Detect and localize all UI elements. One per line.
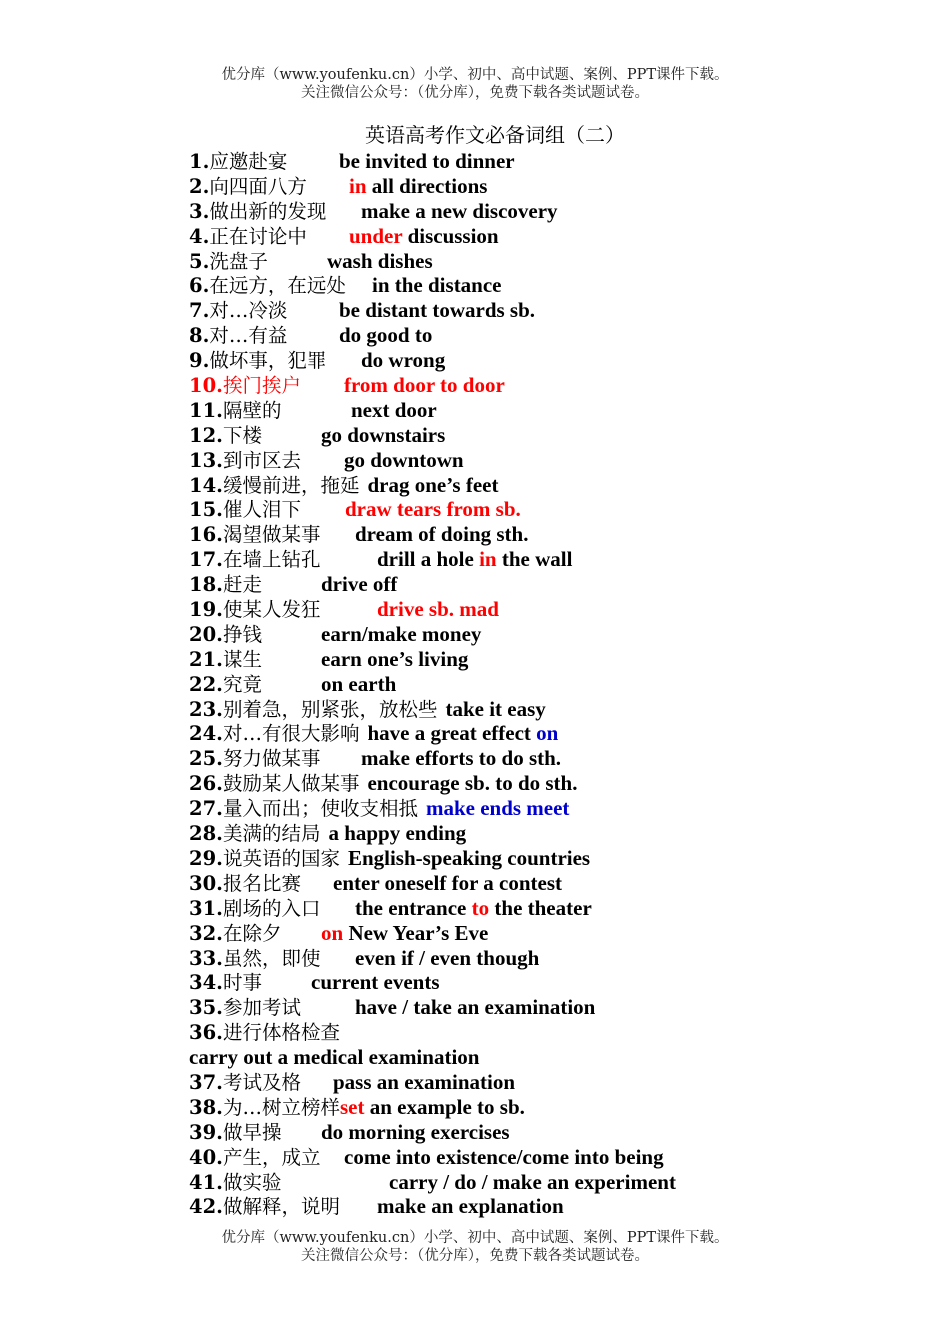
list-item — [189, 497, 929, 522]
english-phrase — [345, 497, 521, 521]
chinese-phrase: 正在讨论中 — [209, 224, 307, 248]
english-phrase — [321, 647, 468, 671]
chinese-phrase: 对…有很大影响 — [222, 722, 360, 746]
page-footer — [0, 1229, 950, 1265]
chinese-phrase: 在远方，在远处 — [209, 274, 346, 298]
english-phrase — [311, 970, 440, 994]
chinese-phrase: 鼓励某人做某事 — [222, 772, 360, 796]
item-number: 2. — [189, 174, 210, 198]
list-item — [189, 273, 929, 298]
english-phrase — [339, 323, 432, 347]
chinese-phrase: 缓慢前进，拖延 — [222, 473, 360, 497]
page-header — [0, 66, 950, 102]
item-number: 10. — [189, 374, 223, 398]
list-item — [189, 721, 929, 746]
english-text: New Year’s Eve — [343, 920, 489, 945]
english-phrase — [344, 448, 464, 472]
item-number: 30. — [189, 871, 223, 895]
english-phrase — [344, 373, 505, 397]
english-phrase — [445, 697, 545, 721]
english-text: be distant towards sb. — [339, 298, 536, 323]
list-item — [189, 896, 929, 921]
chinese-phrase: 到市区去 — [222, 448, 301, 472]
english-phrase — [321, 622, 481, 646]
english-phrase — [355, 946, 539, 970]
english-phrase — [348, 846, 590, 870]
list-item — [189, 398, 929, 423]
list-item — [189, 522, 929, 547]
english-text: drill a hole — [377, 547, 480, 572]
list-item — [189, 846, 929, 871]
chinese-phrase: 美满的结局 — [222, 822, 321, 846]
english-phrase — [355, 995, 595, 1019]
item-number: 34. — [189, 971, 223, 995]
list-item — [189, 547, 929, 572]
english-text: make an explanation — [377, 1194, 564, 1219]
list-item — [189, 298, 929, 323]
highlighted-word: on — [536, 721, 559, 746]
list-item — [189, 323, 929, 348]
chinese-phrase: 使某人发狂 — [222, 598, 321, 622]
english-text: drive off — [321, 572, 398, 597]
english-text: enter oneself for a contest — [333, 870, 562, 895]
item-number: 4. — [189, 224, 210, 248]
item-number: 27. — [189, 797, 223, 821]
phrase-list — [189, 149, 929, 1219]
page-title: 英语高考作文必备词组（二） — [365, 123, 625, 147]
list-item — [189, 821, 929, 846]
list-item — [189, 348, 929, 373]
chinese-phrase: 谋生 — [222, 647, 262, 671]
list-item — [189, 572, 929, 597]
item-number: 24. — [189, 722, 223, 746]
list-item — [189, 970, 929, 995]
highlighted-word: s — [501, 1119, 510, 1144]
list-item — [189, 199, 929, 224]
list-item — [189, 1170, 929, 1195]
english-phrase — [355, 522, 528, 546]
english-phrase — [321, 921, 488, 945]
english-text: earn one’s living — [321, 646, 469, 671]
list-item — [189, 672, 929, 697]
item-number: 35. — [189, 996, 223, 1020]
english-text: from door to door — [344, 373, 505, 398]
list-item — [189, 921, 929, 946]
english-text: even if / even though — [355, 945, 540, 970]
english-text: make efforts to do sth. — [361, 746, 562, 771]
english-text: make a new discovery — [361, 198, 558, 223]
english-phrase — [361, 199, 558, 223]
english-phrase — [321, 1120, 510, 1144]
english-text: carry out a medical examination — [189, 1045, 480, 1070]
item-number: 17. — [189, 548, 223, 572]
english-text: go downtown — [344, 447, 464, 472]
list-item — [189, 224, 929, 249]
footer-line-1: 优分库（www.youfenku.cn）小学、初中、高中试题、案例、PPT课件下载。 — [221, 1230, 729, 1246]
english-phrase — [367, 721, 558, 745]
item-number: 21. — [189, 647, 223, 671]
english-text: in the distance — [372, 273, 502, 298]
highlighted-word: in — [349, 173, 367, 198]
list-item — [189, 1095, 929, 1120]
english-phrase — [367, 473, 498, 497]
list-item — [189, 174, 929, 199]
list-item — [189, 473, 929, 498]
english-text: a happy ending — [328, 821, 467, 846]
chinese-phrase: 为…树立榜样 — [222, 1095, 340, 1119]
item-number: 40. — [189, 1145, 223, 1169]
item-number: 26. — [189, 772, 223, 796]
chinese-phrase: 做出新的发现 — [209, 199, 327, 223]
item-number: 25. — [189, 747, 223, 771]
highlighted-word: drive sb. mad — [377, 597, 499, 622]
highlighted-word: draw tears from sb. — [345, 497, 521, 522]
item-number: 31. — [189, 896, 223, 920]
english-phrase — [321, 672, 396, 696]
header-line-2: 关注微信公众号：（优分库），免费下载各类试题试卷。 — [301, 85, 649, 101]
chinese-phrase: 产生，成立 — [222, 1145, 321, 1169]
item-number: 42. — [189, 1195, 223, 1219]
english-phrase — [372, 273, 502, 297]
item-number: 29. — [189, 846, 223, 870]
list-item — [189, 373, 929, 398]
english-text: the wall — [496, 547, 573, 572]
chinese-phrase: 考试及格 — [222, 1070, 301, 1094]
item-number: 5. — [189, 249, 210, 273]
english-text: the theater — [489, 895, 592, 920]
english-text: go downstairs — [321, 422, 446, 447]
chinese-phrase: 参加考试 — [222, 996, 301, 1020]
item-number: 22. — [189, 672, 223, 696]
english-text: earn/make money — [321, 621, 482, 646]
chinese-phrase: 量入而出；使收支相抵 — [222, 797, 418, 821]
english-text: encourage sb. to do sth. — [367, 771, 578, 796]
item-number: 9. — [189, 349, 210, 373]
chinese-phrase: 赶走 — [222, 573, 262, 597]
english-text: have / take an examination — [355, 995, 596, 1020]
item-number: 36. — [189, 1021, 223, 1045]
english-text: next door — [351, 397, 437, 422]
english-phrase — [349, 224, 499, 248]
english-phrase — [389, 1170, 676, 1194]
chinese-phrase: 剧场的入口 — [222, 896, 321, 920]
item-number: 13. — [189, 448, 223, 472]
item-number: 6. — [189, 274, 210, 298]
chinese-phrase: 时事 — [222, 971, 262, 995]
list-item — [189, 995, 929, 1020]
list-item — [189, 771, 929, 796]
english-text: do morning exercise — [321, 1119, 502, 1144]
chinese-phrase: 隔壁的 — [222, 398, 282, 422]
chinese-phrase: 对…冷淡 — [209, 299, 288, 323]
english-text: have a great effect — [367, 721, 537, 746]
english-text: an example to sb. — [364, 1094, 525, 1119]
list-item — [189, 1020, 929, 1045]
chinese-phrase: 做解释，说明 — [222, 1195, 340, 1219]
chinese-phrase: 挨门挨户 — [222, 374, 301, 398]
chinese-phrase: 做实验 — [222, 1170, 282, 1194]
english-phrase — [377, 597, 499, 621]
chinese-phrase: 做早操 — [222, 1120, 282, 1144]
chinese-phrase: 别着急，别紧张，放松些 — [222, 697, 438, 721]
english-phrase — [321, 572, 397, 596]
list-item — [189, 423, 929, 448]
english-phrase — [344, 1145, 664, 1169]
item-number: 12. — [189, 423, 223, 447]
english-phrase — [349, 174, 487, 198]
list-item — [189, 796, 929, 821]
chinese-phrase: 在墙上钻孔 — [222, 548, 321, 572]
highlighted-word: set — [339, 1094, 365, 1119]
chinese-phrase: 报名比赛 — [222, 871, 301, 895]
english-phrase — [426, 796, 569, 820]
list-item — [189, 746, 929, 771]
chinese-phrase: 说英语的国家 — [222, 846, 340, 870]
list-item — [189, 1145, 929, 1170]
english-phrase — [327, 249, 433, 273]
item-number: 33. — [189, 946, 223, 970]
chinese-phrase: 挣钱 — [222, 622, 262, 646]
item-number: 32. — [189, 921, 223, 945]
list-item — [189, 1120, 929, 1145]
item-number: 39. — [189, 1120, 223, 1144]
english-text: carry / do / make an experiment — [389, 1169, 676, 1194]
chinese-phrase: 渴望做某事 — [222, 523, 321, 547]
item-number: 38. — [189, 1095, 223, 1119]
english-text: take it easy — [445, 696, 546, 721]
item-number: 23. — [189, 697, 223, 721]
english-phrase — [367, 771, 577, 795]
highlighted-word: on — [321, 920, 344, 945]
english-text: current events — [311, 970, 440, 995]
chinese-phrase: 应邀赴宴 — [209, 150, 288, 173]
chinese-phrase: 究竟 — [222, 672, 262, 696]
english-text: do good to — [339, 323, 433, 348]
item-number: 11. — [189, 398, 223, 422]
list-item — [189, 1070, 929, 1095]
english-text: drag one’s feet — [367, 472, 499, 497]
list-item — [189, 946, 929, 971]
english-phrase — [361, 348, 445, 372]
chinese-phrase: 在除夕 — [222, 921, 282, 945]
english-phrase — [340, 1095, 525, 1119]
item-number: 8. — [189, 324, 210, 348]
item-number: 14. — [189, 473, 223, 497]
english-phrase — [321, 423, 445, 447]
item-number: 41. — [189, 1170, 223, 1194]
english-phrase — [355, 896, 592, 920]
english-phrase — [339, 298, 535, 322]
chinese-phrase: 努力做某事 — [222, 747, 321, 771]
english-text: the entrance — [355, 895, 472, 920]
item-number: 19. — [189, 598, 223, 622]
list-item — [189, 1194, 929, 1219]
english-phrase — [377, 547, 572, 571]
english-text: all directions — [366, 173, 488, 198]
list-item — [189, 647, 929, 672]
list-item — [189, 697, 929, 722]
footer-line-2: 关注微信公众号：（优分库），免费下载各类试题试卷。 — [301, 1248, 649, 1264]
english-text: come into existence/come into being — [344, 1144, 664, 1169]
english-phrase — [377, 1194, 564, 1218]
list-item — [189, 622, 929, 647]
highlighted-word: under — [349, 223, 403, 248]
highlighted-word: make ends meet — [425, 796, 570, 821]
english-text: discussion — [402, 223, 499, 248]
chinese-phrase: 对…有益 — [209, 324, 288, 348]
highlighted-word: in — [479, 547, 497, 572]
chinese-phrase: 下楼 — [222, 423, 262, 447]
chinese-phrase: 洗盘子 — [209, 249, 268, 273]
list-item — [189, 149, 929, 174]
chinese-phrase: 虽然，即使 — [222, 946, 321, 970]
header-line-1: 优分库（www.youfenku.cn）小学、初中、高中试题、案例、PPT课件下载。 — [221, 67, 729, 83]
english-phrase — [351, 398, 437, 422]
chinese-phrase: 向四面八方 — [209, 174, 307, 198]
list-item — [189, 597, 929, 622]
highlighted-word: to — [471, 895, 490, 920]
list-item — [189, 1045, 929, 1070]
english-text: pass an examination — [333, 1069, 516, 1094]
english-phrase — [333, 1070, 515, 1094]
english-phrase — [328, 821, 466, 845]
english-phrase — [189, 1045, 479, 1069]
item-number: 18. — [189, 573, 223, 597]
list-item — [189, 448, 929, 473]
english-text: do wrong — [361, 348, 446, 373]
item-number: 37. — [189, 1070, 223, 1094]
item-number: 15. — [189, 498, 223, 522]
list-item — [189, 871, 929, 896]
item-number: 28. — [189, 822, 223, 846]
english-text: wash dishes — [327, 248, 433, 273]
item-number: 7. — [189, 299, 210, 323]
english-phrase — [333, 871, 562, 895]
english-text: be invited to dinner — [339, 149, 515, 173]
english-text: dream of doing sth. — [355, 522, 529, 547]
english-text: English-speaking countries — [347, 845, 591, 870]
list-item — [189, 249, 929, 274]
item-number: 3. — [189, 199, 210, 223]
chinese-phrase: 催人泪下 — [222, 498, 301, 522]
chinese-phrase: 进行体格检查 — [222, 1021, 340, 1045]
item-number: 1. — [189, 150, 210, 173]
item-number: 20. — [189, 622, 223, 646]
english-phrase — [361, 746, 561, 770]
english-text: on earth — [321, 671, 397, 696]
chinese-phrase: 做坏事，犯罪 — [209, 349, 327, 373]
english-phrase — [339, 149, 515, 173]
item-number: 16. — [189, 523, 223, 547]
